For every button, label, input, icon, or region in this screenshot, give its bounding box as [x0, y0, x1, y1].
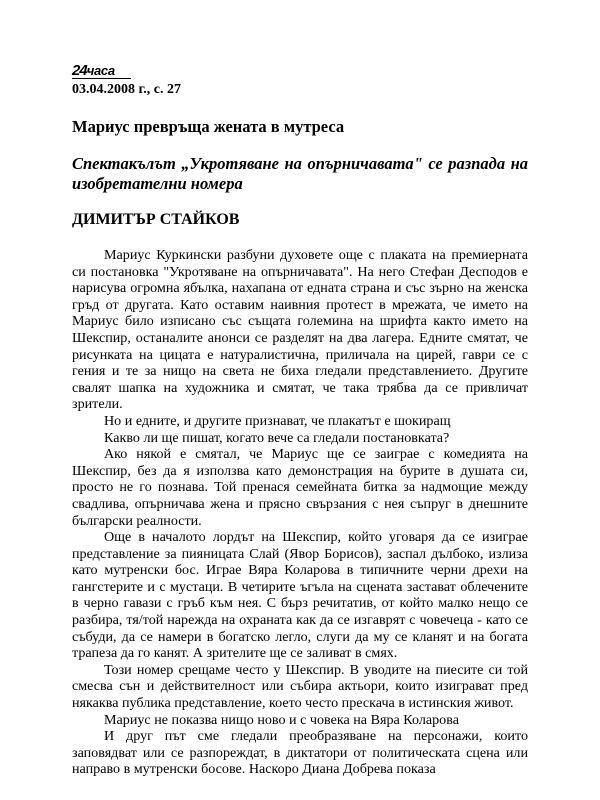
article-body	[72, 247, 528, 778]
logo-word: часа	[86, 63, 115, 78]
article-paragraph: Още в началото лордът на Шекспир, който уговаря да се изиграе представление за пияницата Слай (Явор Борисов), заспал дълбоко, излиза като мутренски бос. Играе Вяра Коларова в типичните черни дрехи на гангстерите и с мустаци. В четирите ъгъла на сцената застават облечените в черно гавази с гръб към нея. С бърз речитатив, от който малко нещо се разбира, тя/той нарежда на охраната как да се изгаврят с човечеца - като се събуди, да се намери в богатско легло, слуги да му се кланят и на богата трапеза да го канят. А зрителите ще се заливат в смях.	[72, 529, 528, 662]
article-paragraph: Този номер срещаме често у Шекспир. В уводите на пиесите си той смесва сън и действителност или събира актьори, които изиграват пред някаква публика представление, което често прескача в истинския живот.	[72, 661, 528, 712]
article-paragraph: И друг път сме гледали преобразяване на персонажи, които заповядват или се разпореждат, в диктатори от политическата сцена или направо в мутренски босове. Наскоро Диана Добрева показа	[72, 728, 528, 778]
publication-logo	[72, 63, 131, 79]
article-paragraph: Но и едните, и другите признават, че плакатът е шокиращ	[104, 412, 451, 429]
article-paragraph: Мариус Куркински разбуни духовете още с плаката на премиерната си постановка "Укротяване на опърничавата". На него Стефан Десподов е нарисува огромна ябълка, нахапана от едната страна и със зърно на женска гръд от другата. Като оставим наивния протест в мрежата, че името на Мариус било изписано със същата големина на шрифта както името на Шекспир, останалите анонси се разделят на два лагера. Едните смятат, че рисунката на цицата е натуралистична, приличала на цирей, гаври се с гения и те за нищо на света не биха гледали представлението. Другите свалят шапка на художника и смятат, че така трябва да се привличат зрители.	[72, 247, 528, 413]
logo-number: 24	[72, 62, 87, 79]
article-paragraph: Ако някой е смятал, че Мариус ще се заиграе с комедията на Шекспир, без да я използва като демонстрация на бурите в душата си, просто не го познава. Той пренася семейната битка за надмощие между свадлива, опърничава жена и прясно свързания с нея съпруг в днешните български реалности.	[72, 446, 528, 529]
dateline: 03.04.2008 г., с. 27	[72, 82, 181, 97]
article-subtitle: Спектакълът „Укротяване на опърничавата" се разпада на изобретателни номера	[72, 154, 528, 193]
article-paragraph: Мариус не показва нищо ново и с човека на Вяра Коларова	[104, 711, 459, 728]
article-page	[72, 62, 528, 778]
article-paragraph: Какво ли ще пишат, когато вече са гледали постановката?	[104, 429, 450, 446]
article-headline: Мариус превръща жената в мутреса	[72, 117, 345, 136]
article-author: ДИМИТЪР СТАЙКОВ	[72, 211, 240, 228]
